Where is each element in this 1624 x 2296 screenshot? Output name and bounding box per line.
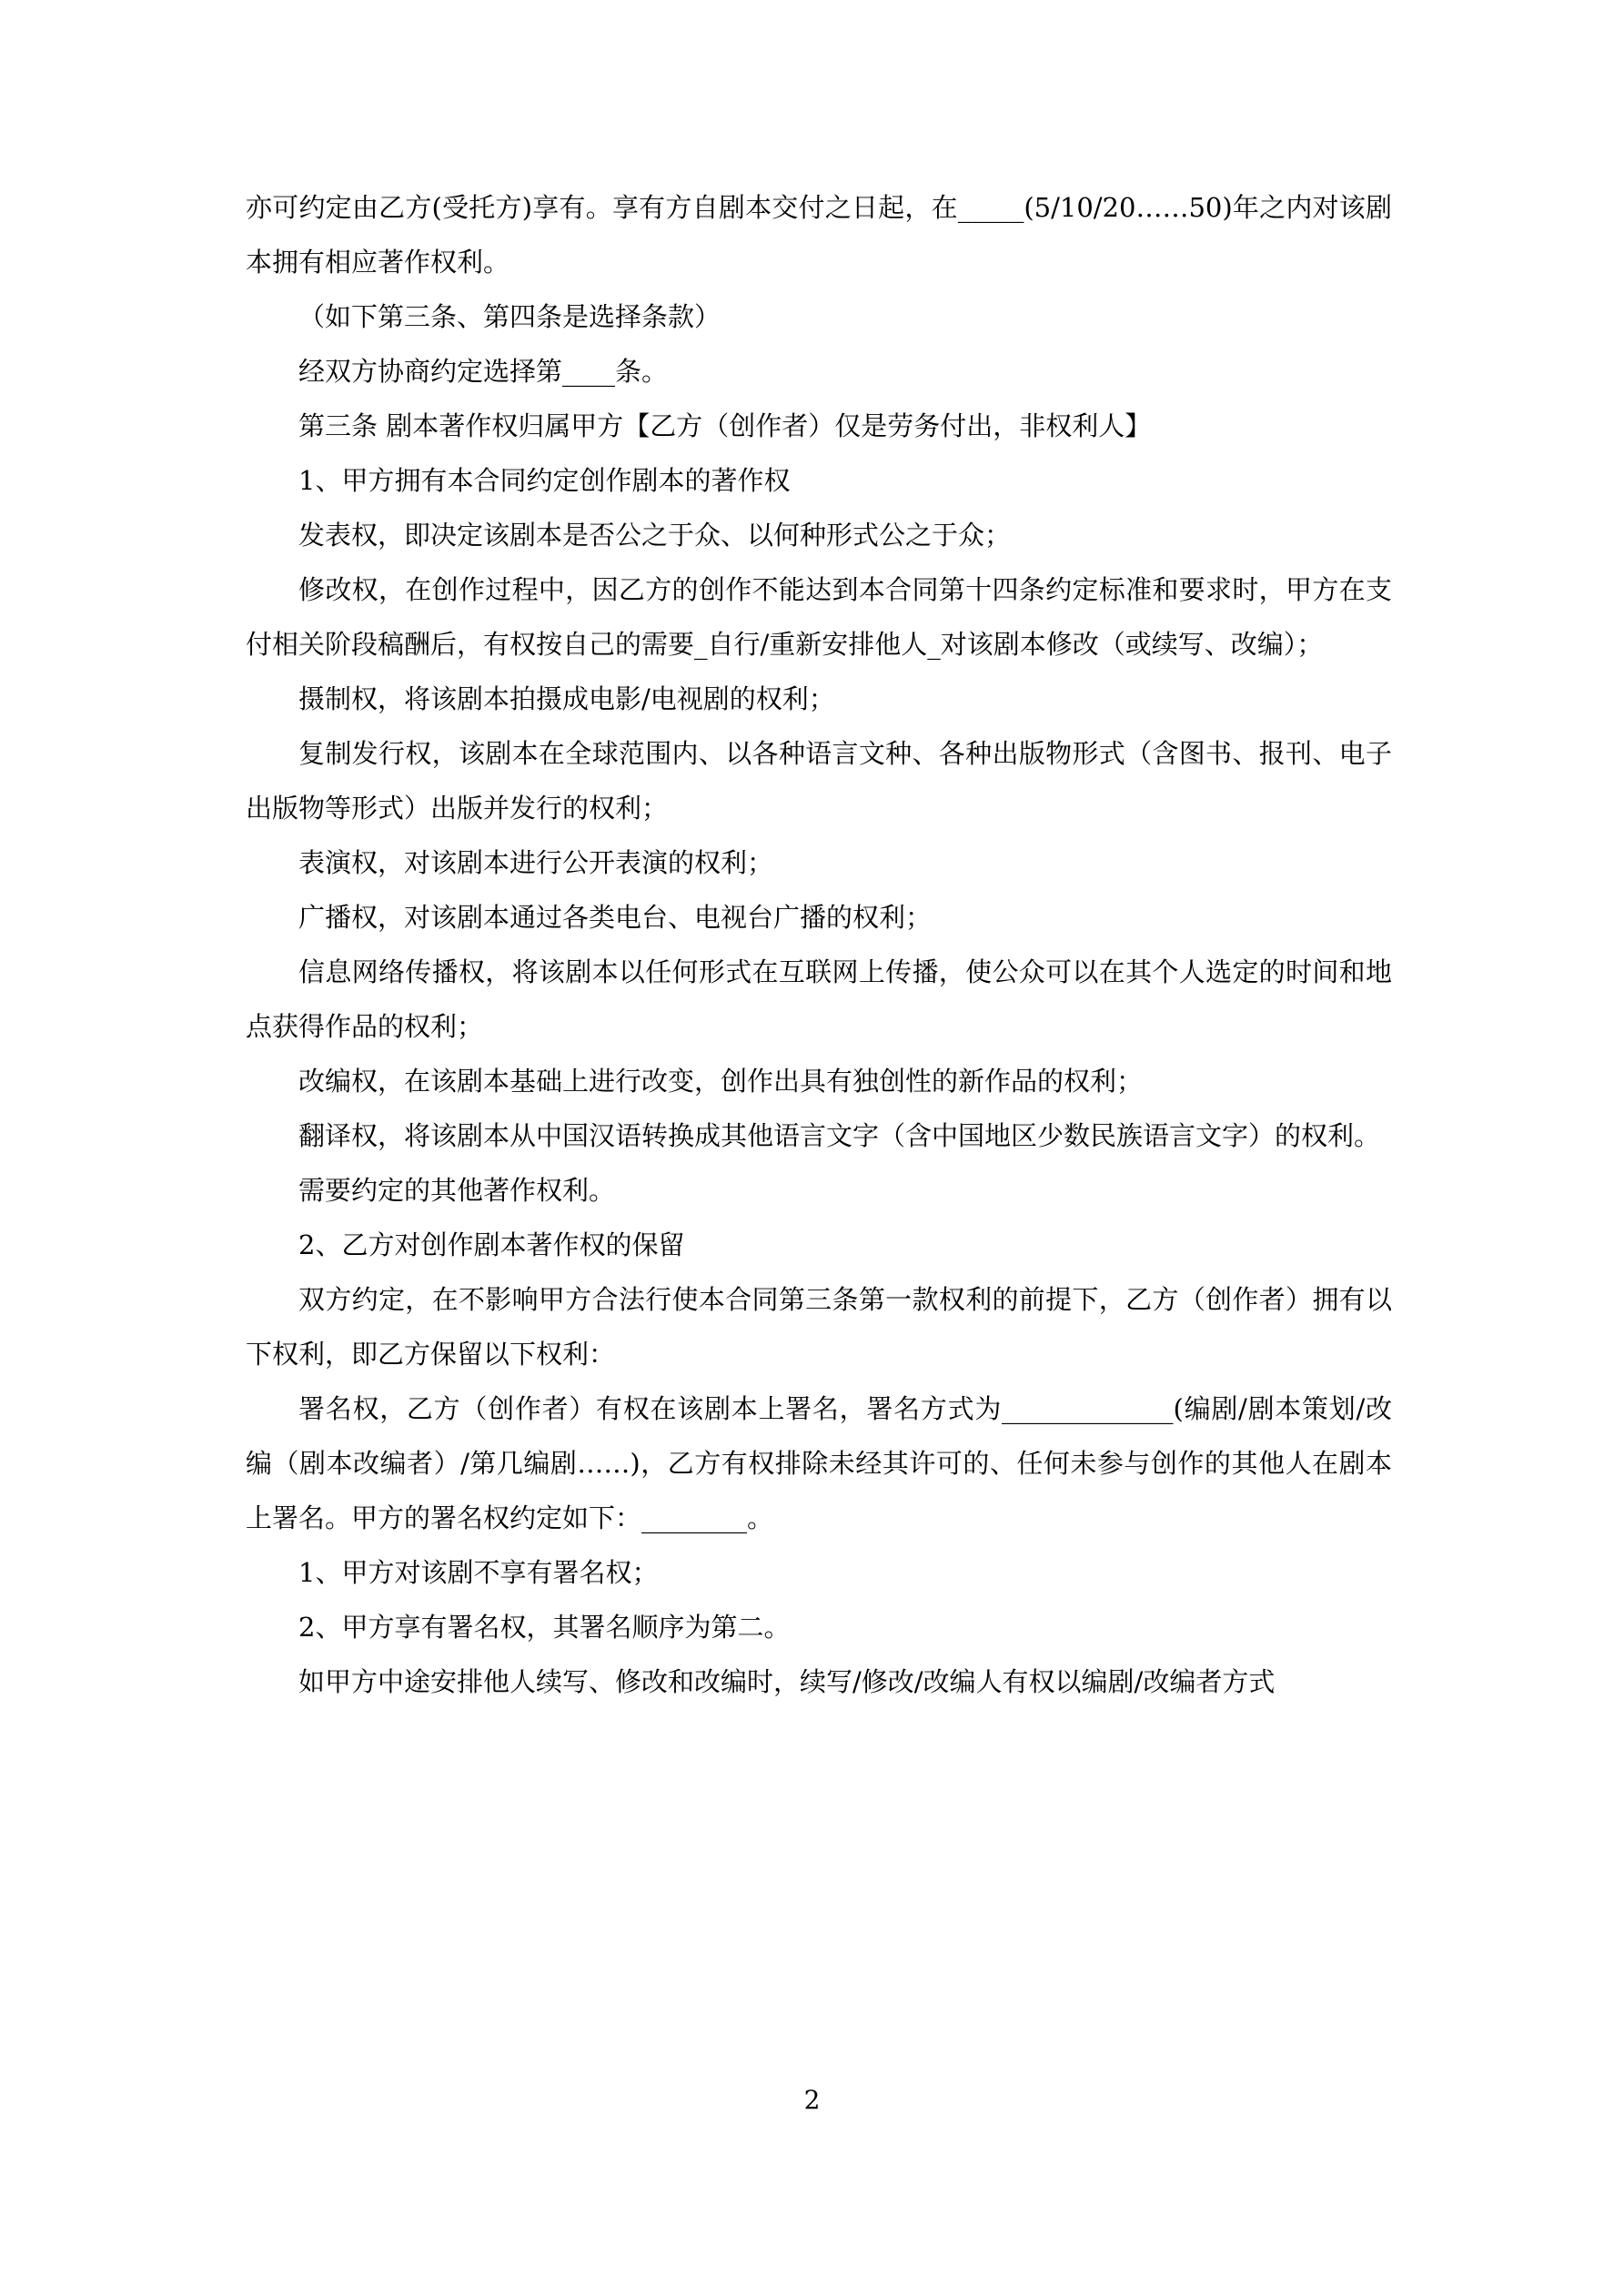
article-three-heading: 第三条 剧本著作权归属甲方【乙方（创作者）仅是劳务付出，非权利人】 — [298, 410, 1152, 441]
paragraph-14: 翻译权，将该剧本从中国汉语转换成其他语言文字（含中国地区少数民族语言文字）的权利。 — [298, 1120, 1381, 1151]
document-body — [246, 180, 1392, 1709]
paragraph-21: 如甲方中途安排他人续写、修改和改编时，续写/修改/改编人有权以编剧/改编者方式 — [298, 1666, 1276, 1697]
paragraph-9: 复制发行权，该剧本在全球范围内、以各种语言文种、各种出版物形式（含图书、报刊、电子出版物等形式）出版并发行的权利； — [246, 738, 1392, 824]
paragraph-19: 1、甲方对该剧不享有署名权； — [298, 1557, 659, 1588]
paragraph-13: 改编权，在该剧本基础上进行改变，创作出具有独创性的新作品的权利； — [298, 1066, 1144, 1097]
paragraph-5: 1、甲方拥有本合同约定创作剧本的著作权 — [298, 465, 791, 496]
paragraph-7: 修改权，在创作过程中，因乙方的创作不能达到本合同第十四条约定标准和要求时，甲方在支付相关阶段稿酬后，有权按自己的需要_自行/重新安排他人_对该剧本修改（或续写、改编）； — [246, 574, 1392, 660]
paragraph-6: 发表权，即决定该剧本是否公之于众、以何种形式公之于众； — [298, 520, 1012, 551]
paragraph-16: 2、乙方对创作剧本著作权的保留 — [298, 1229, 685, 1260]
paragraph-18: 署名权，乙方（创作者）有权在该剧本上署名，署名方式为_____________(编剧/剧本策划/改编（剧本改编者）/第几编剧……)，乙方有权排除未经其许可的、任何未参与创作的其他人在剧本上署名。甲方的署名权约定如下：________。 — [246, 1393, 1392, 1533]
paragraph-1: 亦可约定由乙方(受托方)享有。享有方自剧本交付之日起，在_____(5/10/20……50)年之内对该剧本拥有相应著作权利。 — [246, 192, 1392, 278]
paragraph-2: （如下第三条、第四条是选择条款） — [298, 301, 721, 332]
paragraph-10: 表演权，对该剧本进行公开表演的权利； — [298, 847, 774, 878]
paragraph-17: 双方约定，在不影响甲方合法行使本合同第三条第一款权利的前提下，乙方（创作者）拥有以下权利，即乙方保留以下权利： — [246, 1284, 1392, 1370]
paragraph-3: 经双方协商约定选择第____条。 — [298, 356, 669, 387]
paragraph-12: 信息网络传播权，将该剧本以任何形式在互联网上传播，使公众可以在其个人选定的时间和地点获得作品的权利； — [246, 956, 1392, 1042]
paragraph-20: 2、甲方享有署名权，其署名顺序为第二。 — [298, 1612, 791, 1643]
paragraph-11: 广播权，对该剧本通过各类电台、电视台广播的权利； — [298, 902, 933, 933]
paragraph-8: 摄制权，将该剧本拍摄成电影/电视剧的权利； — [298, 683, 835, 714]
paragraph-15: 需要约定的其他著作权利。 — [298, 1175, 616, 1206]
page-number: 2 — [803, 2085, 821, 2115]
